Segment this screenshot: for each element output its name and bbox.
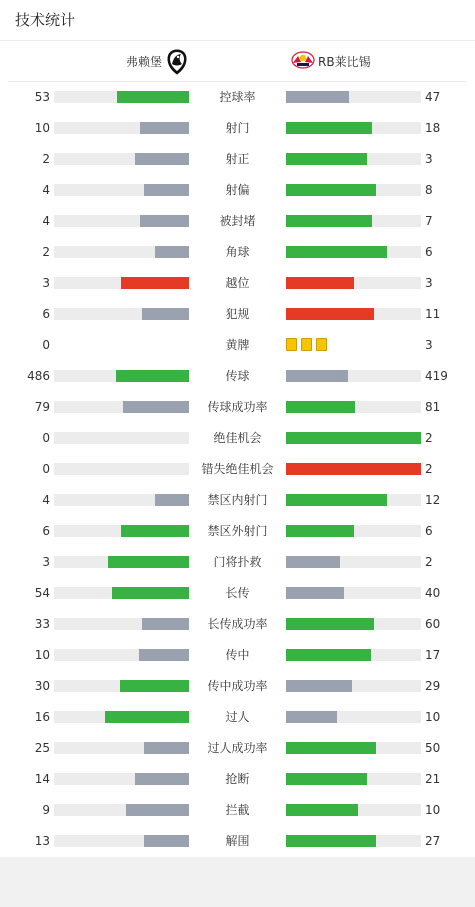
stat-row bbox=[0, 516, 475, 547]
away-value: 7 bbox=[425, 214, 433, 228]
yellow-card-icon bbox=[301, 338, 312, 351]
away-value: 40 bbox=[425, 586, 441, 600]
home-bar-track bbox=[54, 463, 189, 475]
away-bar-track bbox=[286, 525, 421, 537]
home-value: 0 bbox=[42, 431, 50, 445]
away-value: 3 bbox=[425, 338, 433, 352]
away-bar-track bbox=[286, 246, 421, 258]
away-bar-track bbox=[286, 618, 421, 630]
home-bar-fill bbox=[117, 91, 189, 103]
away-bar-fill bbox=[286, 618, 374, 630]
stat-row bbox=[0, 113, 475, 144]
home-bar-track bbox=[54, 649, 189, 661]
away-bar-fill bbox=[286, 711, 337, 723]
home-bar-fill bbox=[135, 153, 189, 165]
home-value: 2 bbox=[42, 245, 50, 259]
away-bar-track bbox=[286, 432, 421, 444]
away-bar-fill bbox=[286, 649, 371, 661]
home-bar-fill bbox=[140, 122, 189, 134]
away-value: 6 bbox=[425, 524, 433, 538]
away-bar-track bbox=[286, 215, 421, 227]
home-value: 6 bbox=[42, 524, 50, 538]
stat-row bbox=[0, 485, 475, 516]
away-value: 10 bbox=[425, 803, 441, 817]
home-bar-fill bbox=[105, 711, 189, 723]
stat-label: 禁区外射门 bbox=[207, 524, 268, 538]
stat-label: 禁区内射门 bbox=[207, 493, 268, 507]
home-team-name[interactable]: 弗赖堡 bbox=[125, 55, 162, 69]
stat-label: 射门 bbox=[225, 121, 250, 135]
home-bar-track bbox=[54, 308, 189, 320]
away-bar-track bbox=[286, 122, 421, 134]
home-value: 0 bbox=[42, 462, 50, 476]
home-bar-fill bbox=[123, 401, 189, 413]
stat-label: 传球成功率 bbox=[207, 400, 268, 414]
stat-label: 过人 bbox=[225, 710, 250, 724]
stat-label: 绝佳机会 bbox=[213, 431, 262, 445]
freiburg-crest-icon[interactable] bbox=[167, 49, 187, 75]
stat-row bbox=[0, 144, 475, 175]
away-yellow-cards bbox=[286, 338, 331, 351]
home-value: 4 bbox=[42, 214, 50, 228]
home-bar-fill bbox=[120, 680, 189, 692]
stat-row bbox=[0, 392, 475, 423]
stat-label: 长传成功率 bbox=[207, 617, 268, 631]
home-bar-track bbox=[54, 432, 189, 444]
away-value: 419 bbox=[425, 369, 448, 383]
home-bar-track bbox=[54, 804, 189, 816]
yellow-card-icon bbox=[286, 338, 297, 351]
home-bar-fill bbox=[121, 525, 189, 537]
home-value: 9 bbox=[42, 803, 50, 817]
away-bar-fill bbox=[286, 370, 348, 382]
away-bar-fill bbox=[286, 401, 355, 413]
away-bar-track bbox=[286, 556, 421, 568]
away-bar-track bbox=[286, 184, 421, 196]
home-bar-track bbox=[54, 525, 189, 537]
away-bar-fill bbox=[286, 432, 421, 444]
away-bar-fill bbox=[286, 773, 367, 785]
stat-row bbox=[0, 330, 475, 361]
team-header bbox=[0, 41, 475, 81]
away-bar-track bbox=[286, 370, 421, 382]
home-bar-fill bbox=[126, 804, 189, 816]
stat-label: 门将扑救 bbox=[213, 555, 262, 569]
home-bar-fill bbox=[142, 618, 189, 630]
home-value: 4 bbox=[42, 183, 50, 197]
home-bar-track bbox=[54, 680, 189, 692]
home-bar-fill bbox=[142, 308, 189, 320]
stat-label: 黄牌 bbox=[225, 338, 250, 352]
stat-label: 抢断 bbox=[225, 772, 250, 786]
stat-row bbox=[0, 733, 475, 764]
stat-row bbox=[0, 795, 475, 826]
away-bar-track bbox=[286, 711, 421, 723]
home-bar-track bbox=[54, 277, 189, 289]
section-title: 技术统计 bbox=[15, 11, 76, 29]
stat-label: 传中 bbox=[225, 648, 250, 662]
away-bar-fill bbox=[286, 587, 344, 599]
home-value: 10 bbox=[34, 121, 50, 135]
home-bar-track bbox=[54, 494, 189, 506]
home-value: 14 bbox=[34, 772, 50, 786]
home-bar-track bbox=[54, 91, 189, 103]
away-value: 2 bbox=[425, 431, 433, 445]
away-bar-fill bbox=[286, 680, 352, 692]
away-value: 27 bbox=[425, 834, 441, 848]
away-bar-fill bbox=[286, 308, 374, 320]
away-value: 12 bbox=[425, 493, 441, 507]
stat-label: 错失绝佳机会 bbox=[201, 462, 274, 476]
away-bar-track bbox=[286, 463, 421, 475]
away-value: 17 bbox=[425, 648, 441, 662]
rb-leipzig-crest-icon[interactable] bbox=[291, 51, 315, 69]
stat-label: 被封堵 bbox=[219, 214, 256, 228]
home-bar-fill bbox=[116, 370, 189, 382]
away-bar-track bbox=[286, 804, 421, 816]
home-bar-track bbox=[54, 153, 189, 165]
home-bar-track bbox=[54, 556, 189, 568]
home-value: 2 bbox=[42, 152, 50, 166]
home-bar-track bbox=[54, 184, 189, 196]
away-bar-fill bbox=[286, 122, 372, 134]
stat-row bbox=[0, 547, 475, 578]
stat-row bbox=[0, 702, 475, 733]
home-bar-fill bbox=[144, 184, 189, 196]
stat-label: 越位 bbox=[225, 276, 250, 290]
away-bar-fill bbox=[286, 804, 358, 816]
away-value: 3 bbox=[425, 152, 433, 166]
away-value: 29 bbox=[425, 679, 441, 693]
stats-list bbox=[0, 82, 475, 857]
away-value: 50 bbox=[425, 741, 441, 755]
away-bar-track bbox=[286, 649, 421, 661]
yellow-card-icon bbox=[316, 338, 327, 351]
away-bar-fill bbox=[286, 494, 387, 506]
stat-label: 解围 bbox=[225, 834, 250, 848]
stat-label: 角球 bbox=[225, 245, 250, 259]
home-bar-track bbox=[54, 246, 189, 258]
away-bar-track bbox=[286, 742, 421, 754]
stat-row bbox=[0, 609, 475, 640]
home-value: 33 bbox=[34, 617, 50, 631]
home-bar-fill bbox=[112, 587, 189, 599]
away-bar-track bbox=[286, 277, 421, 289]
away-value: 6 bbox=[425, 245, 433, 259]
stat-row bbox=[0, 764, 475, 795]
stat-label: 射偏 bbox=[225, 183, 250, 197]
stat-row bbox=[0, 206, 475, 237]
away-bar-track bbox=[286, 680, 421, 692]
home-bar-track bbox=[54, 711, 189, 723]
away-team-name[interactable]: RB莱比锡 bbox=[318, 55, 371, 69]
home-bar-fill bbox=[155, 246, 189, 258]
home-bar-track bbox=[54, 835, 189, 847]
away-value: 2 bbox=[425, 555, 433, 569]
home-value: 6 bbox=[42, 307, 50, 321]
home-value: 10 bbox=[34, 648, 50, 662]
stat-row bbox=[0, 361, 475, 392]
home-bar-fill bbox=[140, 215, 189, 227]
away-value: 18 bbox=[425, 121, 441, 135]
away-value: 3 bbox=[425, 276, 433, 290]
home-bar-track bbox=[54, 742, 189, 754]
stat-label: 射正 bbox=[225, 152, 250, 166]
away-bar-track bbox=[286, 91, 421, 103]
away-bar-fill bbox=[286, 742, 376, 754]
home-value: 3 bbox=[42, 555, 50, 569]
stat-row bbox=[0, 826, 475, 857]
stat-row bbox=[0, 671, 475, 702]
away-bar-fill bbox=[286, 153, 367, 165]
home-bar-track bbox=[54, 215, 189, 227]
home-bar-fill bbox=[144, 742, 189, 754]
home-value: 486 bbox=[27, 369, 50, 383]
stat-row bbox=[0, 640, 475, 671]
home-value: 25 bbox=[34, 741, 50, 755]
away-bar-fill bbox=[286, 277, 354, 289]
away-bar-track bbox=[286, 773, 421, 785]
home-bar-track bbox=[54, 587, 189, 599]
away-bar-fill bbox=[286, 91, 349, 103]
away-bar-fill bbox=[286, 556, 340, 568]
home-value: 0 bbox=[42, 338, 50, 352]
home-bar-fill bbox=[135, 773, 189, 785]
stat-row bbox=[0, 268, 475, 299]
away-bar-fill bbox=[286, 184, 376, 196]
stat-row bbox=[0, 237, 475, 268]
away-value: 11 bbox=[425, 307, 441, 321]
home-bar-fill bbox=[121, 277, 189, 289]
stat-label: 拦截 bbox=[225, 803, 250, 817]
home-bar-fill bbox=[144, 835, 189, 847]
home-bar-track bbox=[54, 773, 189, 785]
away-bar-fill bbox=[286, 246, 387, 258]
home-value: 54 bbox=[34, 586, 50, 600]
stat-label: 犯规 bbox=[225, 307, 250, 321]
home-value: 53 bbox=[34, 90, 50, 104]
away-value: 81 bbox=[425, 400, 441, 414]
home-value: 3 bbox=[42, 276, 50, 290]
stat-label: 传中成功率 bbox=[207, 679, 268, 693]
away-value: 60 bbox=[425, 617, 441, 631]
away-bar-fill bbox=[286, 463, 421, 475]
stat-row bbox=[0, 299, 475, 330]
away-bar-track bbox=[286, 308, 421, 320]
away-value: 8 bbox=[425, 183, 433, 197]
home-bar-track bbox=[54, 122, 189, 134]
away-value: 47 bbox=[425, 90, 441, 104]
away-bar-track bbox=[286, 153, 421, 165]
stat-label: 长传 bbox=[225, 586, 250, 600]
stat-label: 过人成功率 bbox=[207, 741, 268, 755]
away-bar-fill bbox=[286, 835, 376, 847]
stat-label: 传球 bbox=[225, 369, 250, 383]
home-bar-fill bbox=[155, 494, 189, 506]
away-bar-track bbox=[286, 587, 421, 599]
away-value: 21 bbox=[425, 772, 441, 786]
home-value: 30 bbox=[34, 679, 50, 693]
home-value: 79 bbox=[34, 400, 50, 414]
away-value: 2 bbox=[425, 462, 433, 476]
away-bar-fill bbox=[286, 215, 372, 227]
home-bar-track bbox=[54, 370, 189, 382]
stat-label: 控球率 bbox=[219, 90, 256, 104]
home-value: 13 bbox=[34, 834, 50, 848]
away-bar-fill bbox=[286, 525, 354, 537]
home-bar-fill bbox=[139, 649, 189, 661]
away-bar-track bbox=[286, 835, 421, 847]
stat-row bbox=[0, 175, 475, 206]
home-bar-track bbox=[54, 618, 189, 630]
away-bar-track bbox=[286, 494, 421, 506]
home-bar-track bbox=[54, 401, 189, 413]
home-bar-fill bbox=[108, 556, 189, 568]
stat-row bbox=[0, 578, 475, 609]
away-value: 10 bbox=[425, 710, 441, 724]
stat-row bbox=[0, 82, 475, 113]
stat-row bbox=[0, 423, 475, 454]
away-bar-track bbox=[286, 401, 421, 413]
home-value: 4 bbox=[42, 493, 50, 507]
stat-row bbox=[0, 454, 475, 485]
home-value: 16 bbox=[34, 710, 50, 724]
